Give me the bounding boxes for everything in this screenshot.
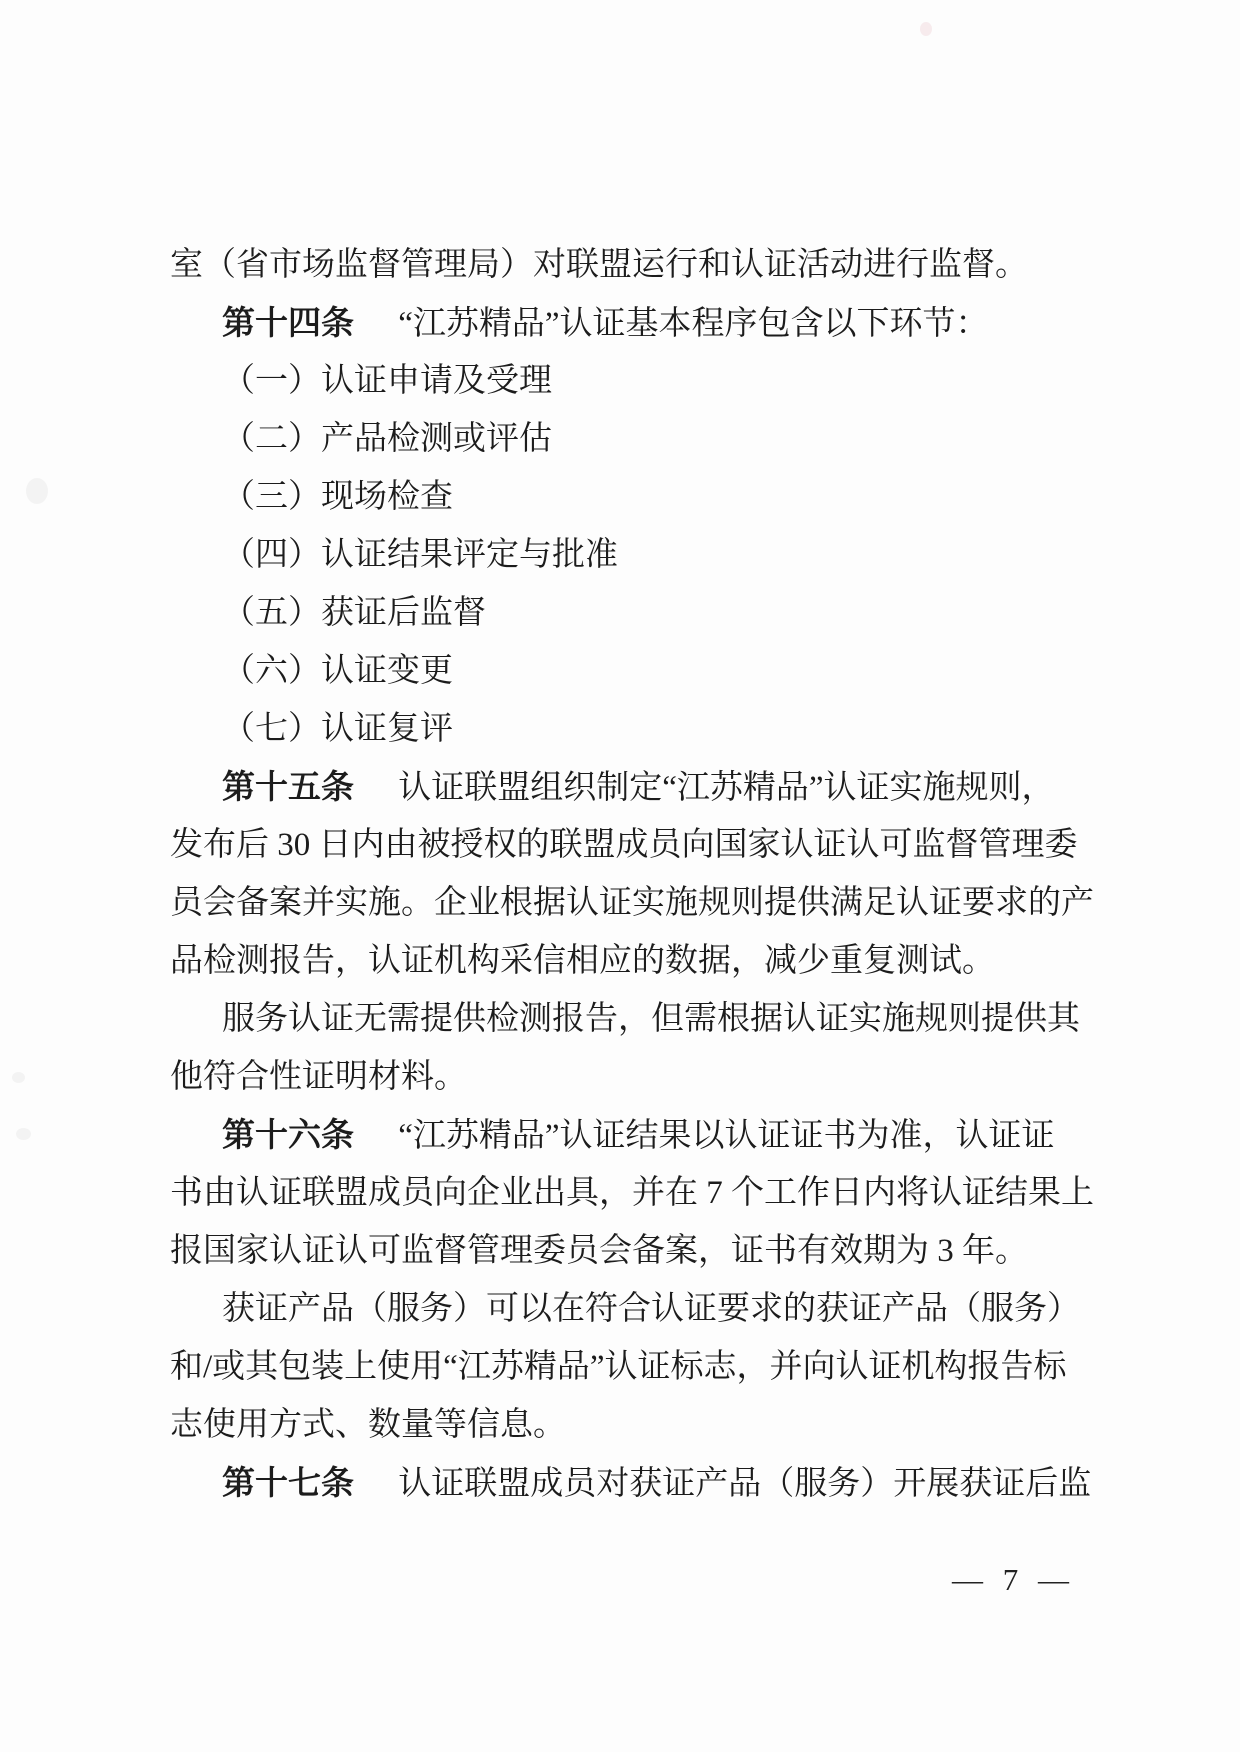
text-line — [170, 236, 1110, 294]
scan-artifact — [16, 1128, 31, 1140]
text-line — [170, 468, 1110, 526]
text-line — [170, 874, 1110, 932]
text-line — [170, 1280, 1110, 1338]
line-text: 认证联盟成员对获证产品（服务）开展获证后监 — [398, 1466, 1092, 1502]
text-line — [170, 1454, 1110, 1512]
text-line — [170, 410, 1110, 468]
line-text: 和/或其包装上使用“江苏精品”认证标志，并向认证机构报告标 — [170, 1349, 1067, 1385]
line-text: 品检测报告，认证机构采信相应的数据，减少重复测试。 — [170, 943, 995, 979]
article-number-label: 第十七条 — [222, 1464, 354, 1501]
line-text: 服务认证无需提供检测报告，但需根据认证实施规则提供其 — [222, 1001, 1080, 1037]
line-text: 获证产品（服务）可以在符合认证要求的获证产品（服务） — [222, 1291, 1080, 1327]
text-line — [170, 1048, 1110, 1106]
line-text: （五）获证后监督 — [222, 595, 486, 631]
line-text: “江苏精品”认证基本程序包含以下环节： — [398, 306, 989, 342]
text-line — [170, 1164, 1110, 1222]
text-line — [170, 1338, 1110, 1396]
line-text: （七）认证复评 — [222, 711, 453, 747]
line-text: 书由认证联盟成员向企业出具，并在 7 个工作日内将认证结果上 — [170, 1175, 1094, 1211]
line-text: 志使用方式、数量等信息。 — [170, 1407, 566, 1443]
line-text: （一）认证申请及受理 — [222, 363, 552, 399]
line-text: 他符合性证明材料。 — [170, 1059, 467, 1095]
text-line — [170, 352, 1110, 410]
text-line — [170, 584, 1110, 642]
text-line — [170, 526, 1110, 584]
text-line — [170, 1396, 1110, 1454]
line-text: （三）现场检查 — [222, 479, 453, 515]
text-line — [170, 700, 1110, 758]
text-line — [170, 932, 1110, 990]
article-number-label: 第十四条 — [222, 304, 354, 341]
line-text: 室（省市场监督管理局）对联盟运行和认证活动进行监督。 — [170, 247, 1028, 283]
text-line — [170, 990, 1110, 1048]
document-body — [170, 236, 1110, 1512]
scan-artifact — [26, 478, 48, 504]
text-line — [170, 816, 1110, 874]
line-text: 发布后 30 日内由被授权的联盟成员向国家认证认可监督管理委 — [170, 827, 1078, 863]
page-number: — 7 — — [952, 1562, 1075, 1597]
text-line — [170, 642, 1110, 700]
text-line — [170, 1106, 1110, 1164]
line-text: 员会备案并实施。企业根据认证实施规则提供满足认证要求的产 — [170, 885, 1094, 921]
line-text: （四）认证结果评定与批准 — [222, 537, 618, 573]
line-text: （二）产品检测或评估 — [222, 421, 552, 457]
line-text: 报国家认证认可监督管理委员会备案，证书有效期为 3 年。 — [170, 1233, 1028, 1269]
scan-artifact — [920, 22, 932, 36]
text-line — [170, 758, 1110, 816]
article-number-label: 第十五条 — [222, 768, 354, 805]
line-text: “江苏精品”认证结果以认证证书为准，认证证 — [398, 1118, 1055, 1154]
line-text: （六）认证变更 — [222, 653, 453, 689]
article-number-label: 第十六条 — [222, 1116, 354, 1153]
line-text: 认证联盟组织制定“江苏精品”认证实施规则， — [398, 770, 1055, 806]
text-line — [170, 1222, 1110, 1280]
scan-artifact — [12, 1072, 25, 1083]
text-line — [170, 294, 1110, 352]
